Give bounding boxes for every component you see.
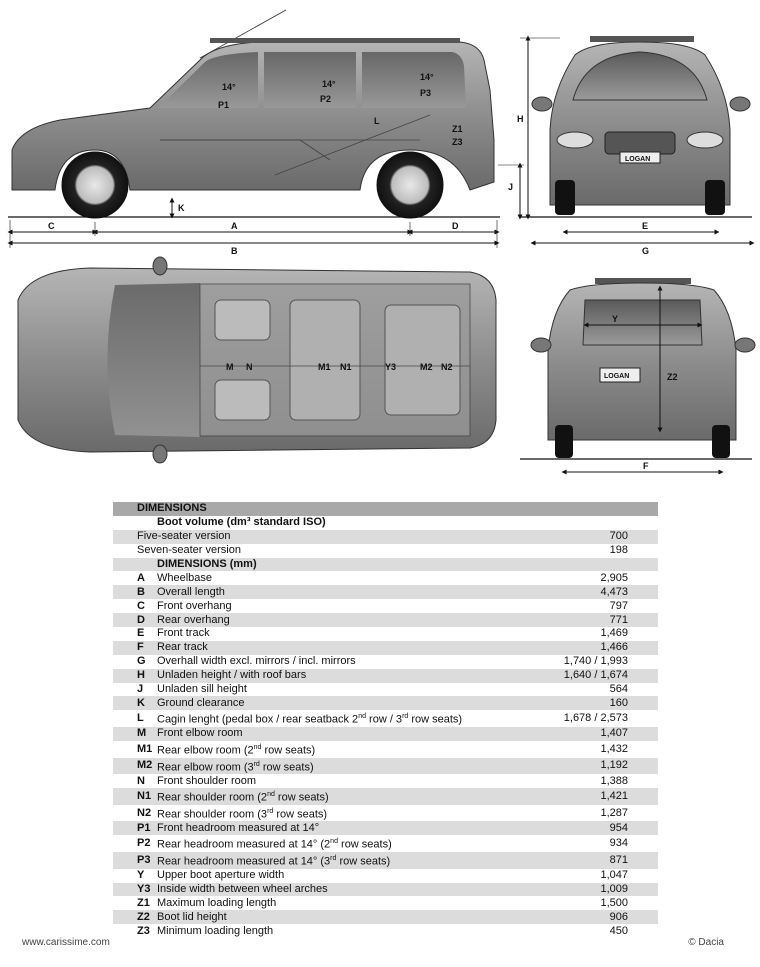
top-label-m: M bbox=[226, 362, 234, 372]
table-row bbox=[113, 696, 658, 710]
dim-value: 1,421 bbox=[508, 788, 658, 805]
dim-label: Rear track bbox=[157, 641, 508, 655]
top-label-m1: M1 bbox=[318, 362, 331, 372]
dim-value: 1,466 bbox=[508, 641, 658, 655]
side-label-k: K bbox=[178, 203, 185, 213]
table-row bbox=[113, 788, 658, 805]
side-front-wheel-icon bbox=[62, 152, 128, 218]
dim-label: Front track bbox=[157, 627, 508, 641]
dim-label: Rear overhang bbox=[157, 613, 508, 627]
table-row bbox=[113, 852, 658, 869]
dim-value: 797 bbox=[508, 599, 658, 613]
dim-code: P3 bbox=[113, 852, 157, 869]
dim-value: 1,407 bbox=[508, 727, 658, 741]
dim-label: Maximum loading length bbox=[157, 896, 508, 910]
side-label-h: H bbox=[517, 114, 524, 124]
rear-label-f: F bbox=[643, 461, 649, 471]
dim-value: 4,473 bbox=[508, 585, 658, 599]
top-label-m2: M2 bbox=[420, 362, 433, 372]
dim-label: Upper boot aperture width bbox=[157, 869, 508, 883]
dims-heading-row bbox=[113, 558, 658, 572]
dim-value: 1,469 bbox=[508, 627, 658, 641]
boot-row-value: 700 bbox=[508, 530, 658, 544]
boot-heading-row bbox=[113, 516, 658, 530]
dim-label: Front shoulder room bbox=[157, 774, 508, 788]
table-row bbox=[113, 758, 658, 775]
table-title-row bbox=[113, 502, 658, 516]
dim-label: Rear shoulder room (2nd row seats) bbox=[157, 788, 508, 805]
side-label-j: J bbox=[508, 182, 514, 192]
dim-code: N2 bbox=[113, 805, 157, 822]
dim-code: B bbox=[113, 585, 157, 599]
table-row bbox=[113, 530, 658, 544]
dim-value: 906 bbox=[508, 910, 658, 924]
dim-code: E bbox=[113, 627, 157, 641]
dim-code: H bbox=[113, 669, 157, 683]
dim-value: 1,500 bbox=[508, 896, 658, 910]
rear-label-y: Y bbox=[612, 314, 619, 324]
dim-label: Front elbow room bbox=[157, 727, 508, 741]
dim-label: Ground clearance bbox=[157, 696, 508, 710]
top-label-y3: Y3 bbox=[385, 362, 397, 372]
dim-label: Rear elbow room (3rd row seats) bbox=[157, 758, 508, 775]
dims-heading: DIMENSIONS (mm) bbox=[113, 558, 658, 572]
dim-value: 160 bbox=[508, 696, 658, 710]
side-label-p3: P3 bbox=[420, 88, 432, 98]
side-view bbox=[8, 10, 560, 256]
dim-value: 1,009 bbox=[508, 883, 658, 897]
front-label-e: E bbox=[642, 221, 649, 231]
dim-code: K bbox=[113, 696, 157, 710]
table-row bbox=[113, 821, 658, 835]
dim-value: 934 bbox=[508, 835, 658, 852]
table-row bbox=[113, 669, 658, 683]
dim-value: 1,047 bbox=[508, 869, 658, 883]
rear-view bbox=[520, 278, 755, 472]
table-row bbox=[113, 727, 658, 741]
table-row bbox=[113, 835, 658, 852]
dim-code: P2 bbox=[113, 835, 157, 852]
dim-value: 871 bbox=[508, 852, 658, 869]
dim-code: P1 bbox=[113, 821, 157, 835]
rear-logan-badge: LOGAN bbox=[604, 373, 630, 380]
side-label-l: L bbox=[374, 116, 380, 126]
top-label-n2: N2 bbox=[441, 362, 453, 372]
dimensions-table bbox=[113, 502, 658, 938]
website-credit: www.carissime.com bbox=[22, 937, 110, 948]
table-row bbox=[113, 627, 658, 641]
boot-heading: Boot volume (dm³ standard ISO) bbox=[113, 516, 658, 530]
front-label-g: G bbox=[642, 246, 650, 256]
dim-value: 954 bbox=[508, 821, 658, 835]
dim-code: L bbox=[113, 710, 157, 727]
side-label-z1: Z1 bbox=[452, 124, 463, 134]
side-label-a: A bbox=[231, 221, 238, 231]
dim-label: Overhall width excl. mirrors / incl. mirrors bbox=[157, 655, 508, 669]
dim-label: Rear headroom measured at 14° (3rd row seats) bbox=[157, 852, 508, 869]
table-row bbox=[113, 910, 658, 924]
dim-value: 564 bbox=[508, 683, 658, 697]
table-row bbox=[113, 883, 658, 897]
dim-code: Y3 bbox=[113, 883, 157, 897]
dim-code: D bbox=[113, 613, 157, 627]
side-label-c: C bbox=[48, 221, 55, 231]
table-row bbox=[113, 683, 658, 697]
dim-label: Boot lid height bbox=[157, 910, 508, 924]
dim-code: N1 bbox=[113, 788, 157, 805]
dim-code: M2 bbox=[113, 758, 157, 775]
dim-label: Overall length bbox=[157, 585, 508, 599]
dim-code: Y bbox=[113, 869, 157, 883]
dim-label: Cagin lenght (pedal box / rear seatback 2nd row / 3rd row seats) bbox=[157, 710, 508, 727]
side-label-b: B bbox=[231, 246, 238, 256]
dim-code: F bbox=[113, 641, 157, 655]
dim-label: Minimum loading length bbox=[157, 924, 508, 938]
dim-value: 1,388 bbox=[508, 774, 658, 788]
table-row bbox=[113, 571, 658, 585]
top-view bbox=[18, 257, 496, 463]
dim-label: Wheelbase bbox=[157, 571, 508, 585]
dim-label: Unladen height / with roof bars bbox=[157, 669, 508, 683]
side-label-angle-1: 14° bbox=[222, 82, 236, 92]
side-label-z3: Z3 bbox=[452, 137, 463, 147]
dim-code: A bbox=[113, 571, 157, 585]
side-label-angle-3: 14° bbox=[420, 72, 434, 82]
dim-code: C bbox=[113, 599, 157, 613]
dim-value: 450 bbox=[508, 924, 658, 938]
dim-label: Rear elbow room (2nd row seats) bbox=[157, 741, 508, 758]
table-row bbox=[113, 924, 658, 938]
dim-value: 1,740 / 1,993 bbox=[508, 655, 658, 669]
top-label-n1: N1 bbox=[340, 362, 352, 372]
rear-label-z2: Z2 bbox=[667, 372, 678, 382]
boot-row-label: Seven-seater version bbox=[113, 544, 508, 558]
dim-code: M bbox=[113, 727, 157, 741]
dim-code: N bbox=[113, 774, 157, 788]
table-row bbox=[113, 774, 658, 788]
table-row bbox=[113, 544, 658, 558]
dim-value: 1,432 bbox=[508, 741, 658, 758]
front-logan-badge: LOGAN bbox=[625, 156, 651, 163]
table-row bbox=[113, 641, 658, 655]
side-label-angle-2: 14° bbox=[322, 79, 336, 89]
table-row bbox=[113, 710, 658, 727]
dim-label: Unladen sill height bbox=[157, 683, 508, 697]
table-row bbox=[113, 599, 658, 613]
dim-value: 1,678 / 2,573 bbox=[508, 710, 658, 727]
dim-value: 1,192 bbox=[508, 758, 658, 775]
dim-value: 1,287 bbox=[508, 805, 658, 822]
dim-code: Z1 bbox=[113, 896, 157, 910]
dim-value: 1,640 / 1,674 bbox=[508, 669, 658, 683]
table-row bbox=[113, 869, 658, 883]
table-row bbox=[113, 655, 658, 669]
side-label-p2: P2 bbox=[320, 94, 332, 104]
copyright-credit: © Dacia bbox=[688, 937, 724, 948]
boot-row-label: Five-seater version bbox=[113, 530, 508, 544]
dim-code: J bbox=[113, 683, 157, 697]
table-row bbox=[113, 805, 658, 822]
dim-value: 771 bbox=[508, 613, 658, 627]
table-row bbox=[113, 613, 658, 627]
table-title: DIMENSIONS bbox=[113, 502, 658, 516]
dim-label: Rear headroom measured at 14° (2nd row seats) bbox=[157, 835, 508, 852]
top-label-n: N bbox=[246, 362, 253, 372]
dim-code: M1 bbox=[113, 741, 157, 758]
table-row bbox=[113, 741, 658, 758]
side-rear-wheel-icon bbox=[377, 152, 443, 218]
dim-label: Front headroom measured at 14° bbox=[157, 821, 508, 835]
dim-label: Rear shoulder room (3rd row seats) bbox=[157, 805, 508, 822]
side-label-d: D bbox=[452, 221, 459, 231]
boot-row-value: 198 bbox=[508, 544, 658, 558]
table-row bbox=[113, 585, 658, 599]
dim-code: Z2 bbox=[113, 910, 157, 924]
dim-label: Inside width between wheel arches bbox=[157, 883, 508, 897]
dim-value: 2,905 bbox=[508, 571, 658, 585]
table-row bbox=[113, 896, 658, 910]
dim-code: Z3 bbox=[113, 924, 157, 938]
front-view bbox=[520, 36, 752, 256]
dim-code: G bbox=[113, 655, 157, 669]
side-label-p1: P1 bbox=[218, 100, 230, 110]
dim-label: Front overhang bbox=[157, 599, 508, 613]
